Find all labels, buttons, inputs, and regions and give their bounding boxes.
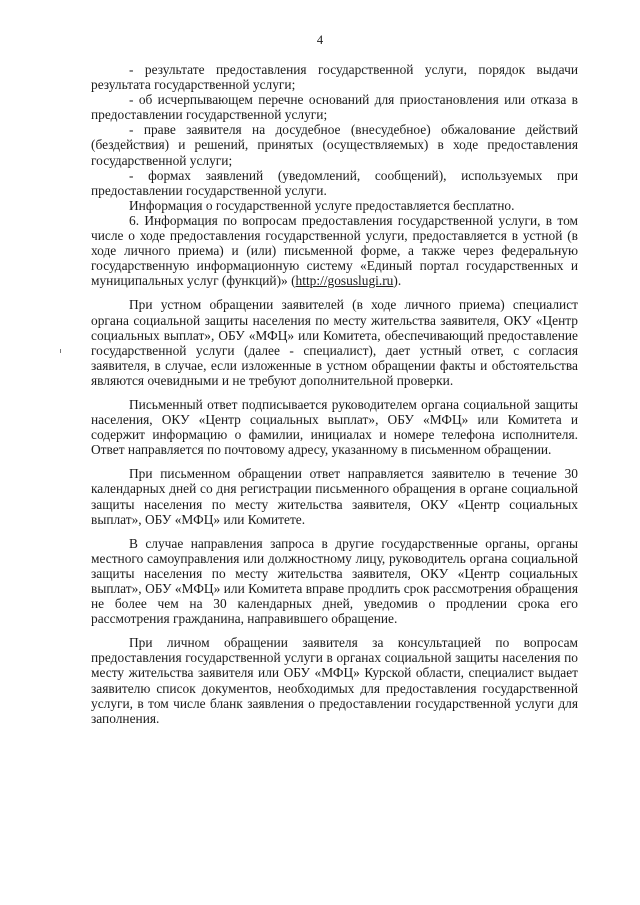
paragraph-suspension-grounds: - об исчерпывающем перечне оснований для приостановления или отказа в предоставлении государственной услуги; [91,92,578,123]
gosuslugi-link[interactable]: http://gosuslugi.ru [295,273,394,289]
paragraph-personal-visit: При личном обращении заявителя за консультацией по вопросам предоставления государственной услуги в органах социальной защиты населения по месту жительства заявителя или ОБУ «МФЦ» Курской области, специалист выдает заявителю список документов, необходимых для предоставления государственной услуги, в том числе бланк заявления о предоставлении государственной услуги для заполнения. [91,635,578,726]
paragraph-extension: В случае направления запроса в другие государственные органы, органы местного самоуправления или должностному лицу, руководитель органа социальной защиты населения по месту жительства заявителя, ОКУ «Центр социальных выплат», ОБУ «МФЦ» или Комитета вправе продлить срок рассмотрения обращения не более чем на 30 календарных дней, уведомив о продлении срока его рассмотрения гражданина, направившего обращение. [91,535,578,627]
document-body [91,62,578,726]
paragraph-forms: - формах заявлений (уведомлений, сообщений), используемых при предоставлении государственной услуги. [91,167,578,198]
paragraph-result: - результате предоставления государственной услуги, порядок выдачи результата государственной услуги; [91,62,578,93]
margin-mark [60,349,61,353]
paragraph-oral-request: При устном обращении заявителей (в ходе личного приема) специалист органа социальной защиты населения по месту жительства заявителя, ОКУ «Центр социальных выплат», ОБУ «МФЦ» или Комитета, обеспечивающий предоставление государственной услуги (далее - специалист), дает устный ответ, с согласия заявителя, в случае, если изложенные в устном обращении факты и обстоятельства являются очевидными и не требуют дополнительной проверки. [91,297,578,388]
paragraph-6-end: ). [393,273,402,289]
paragraph-appeal-right: - праве заявителя на досудебное (внесудебное) обжалование действий (бездействия) и решений, принятых (осуществляемых) в ходе предоставления государственной услуги; [91,122,578,168]
paragraph-written-signature: Письменный ответ подписывается руководителем органа социальной защиты населения, ОКУ «Центр социальных выплат», ОБУ «МФЦ» или Комитета и содержит информацию о фамилии, инициалах и номере телефона исполнителя. Ответ направляется по почтовому адресу, указанному в письменном обращении. [91,396,578,458]
page-number: 4 [316,33,324,47]
paragraph-6-text: 6. Информация по вопросам предоставления государственной услуги, в том числе о ходе предоставления государственной услуги, предоставляется в устной (в ходе личного приема) и (или) письменной форме, а также через федеральную государственную информационную систему «Единый портал государственных и муниципальных услуг (функций)» ( [91,212,578,289]
paragraph-free-info: Информация о государственной услуге предоставляется бесплатно. [129,197,515,213]
paragraph-6 [91,213,578,288]
paragraph-written-term: При письменном обращении ответ направляется заявителю в течение 30 календарных дней со дня регистрации письменного обращения в органе социальной защиты населения по месту жительства заявителя, ОКУ «Центр социальных выплат», ОБУ «МФЦ» или Комитете. [91,466,578,527]
